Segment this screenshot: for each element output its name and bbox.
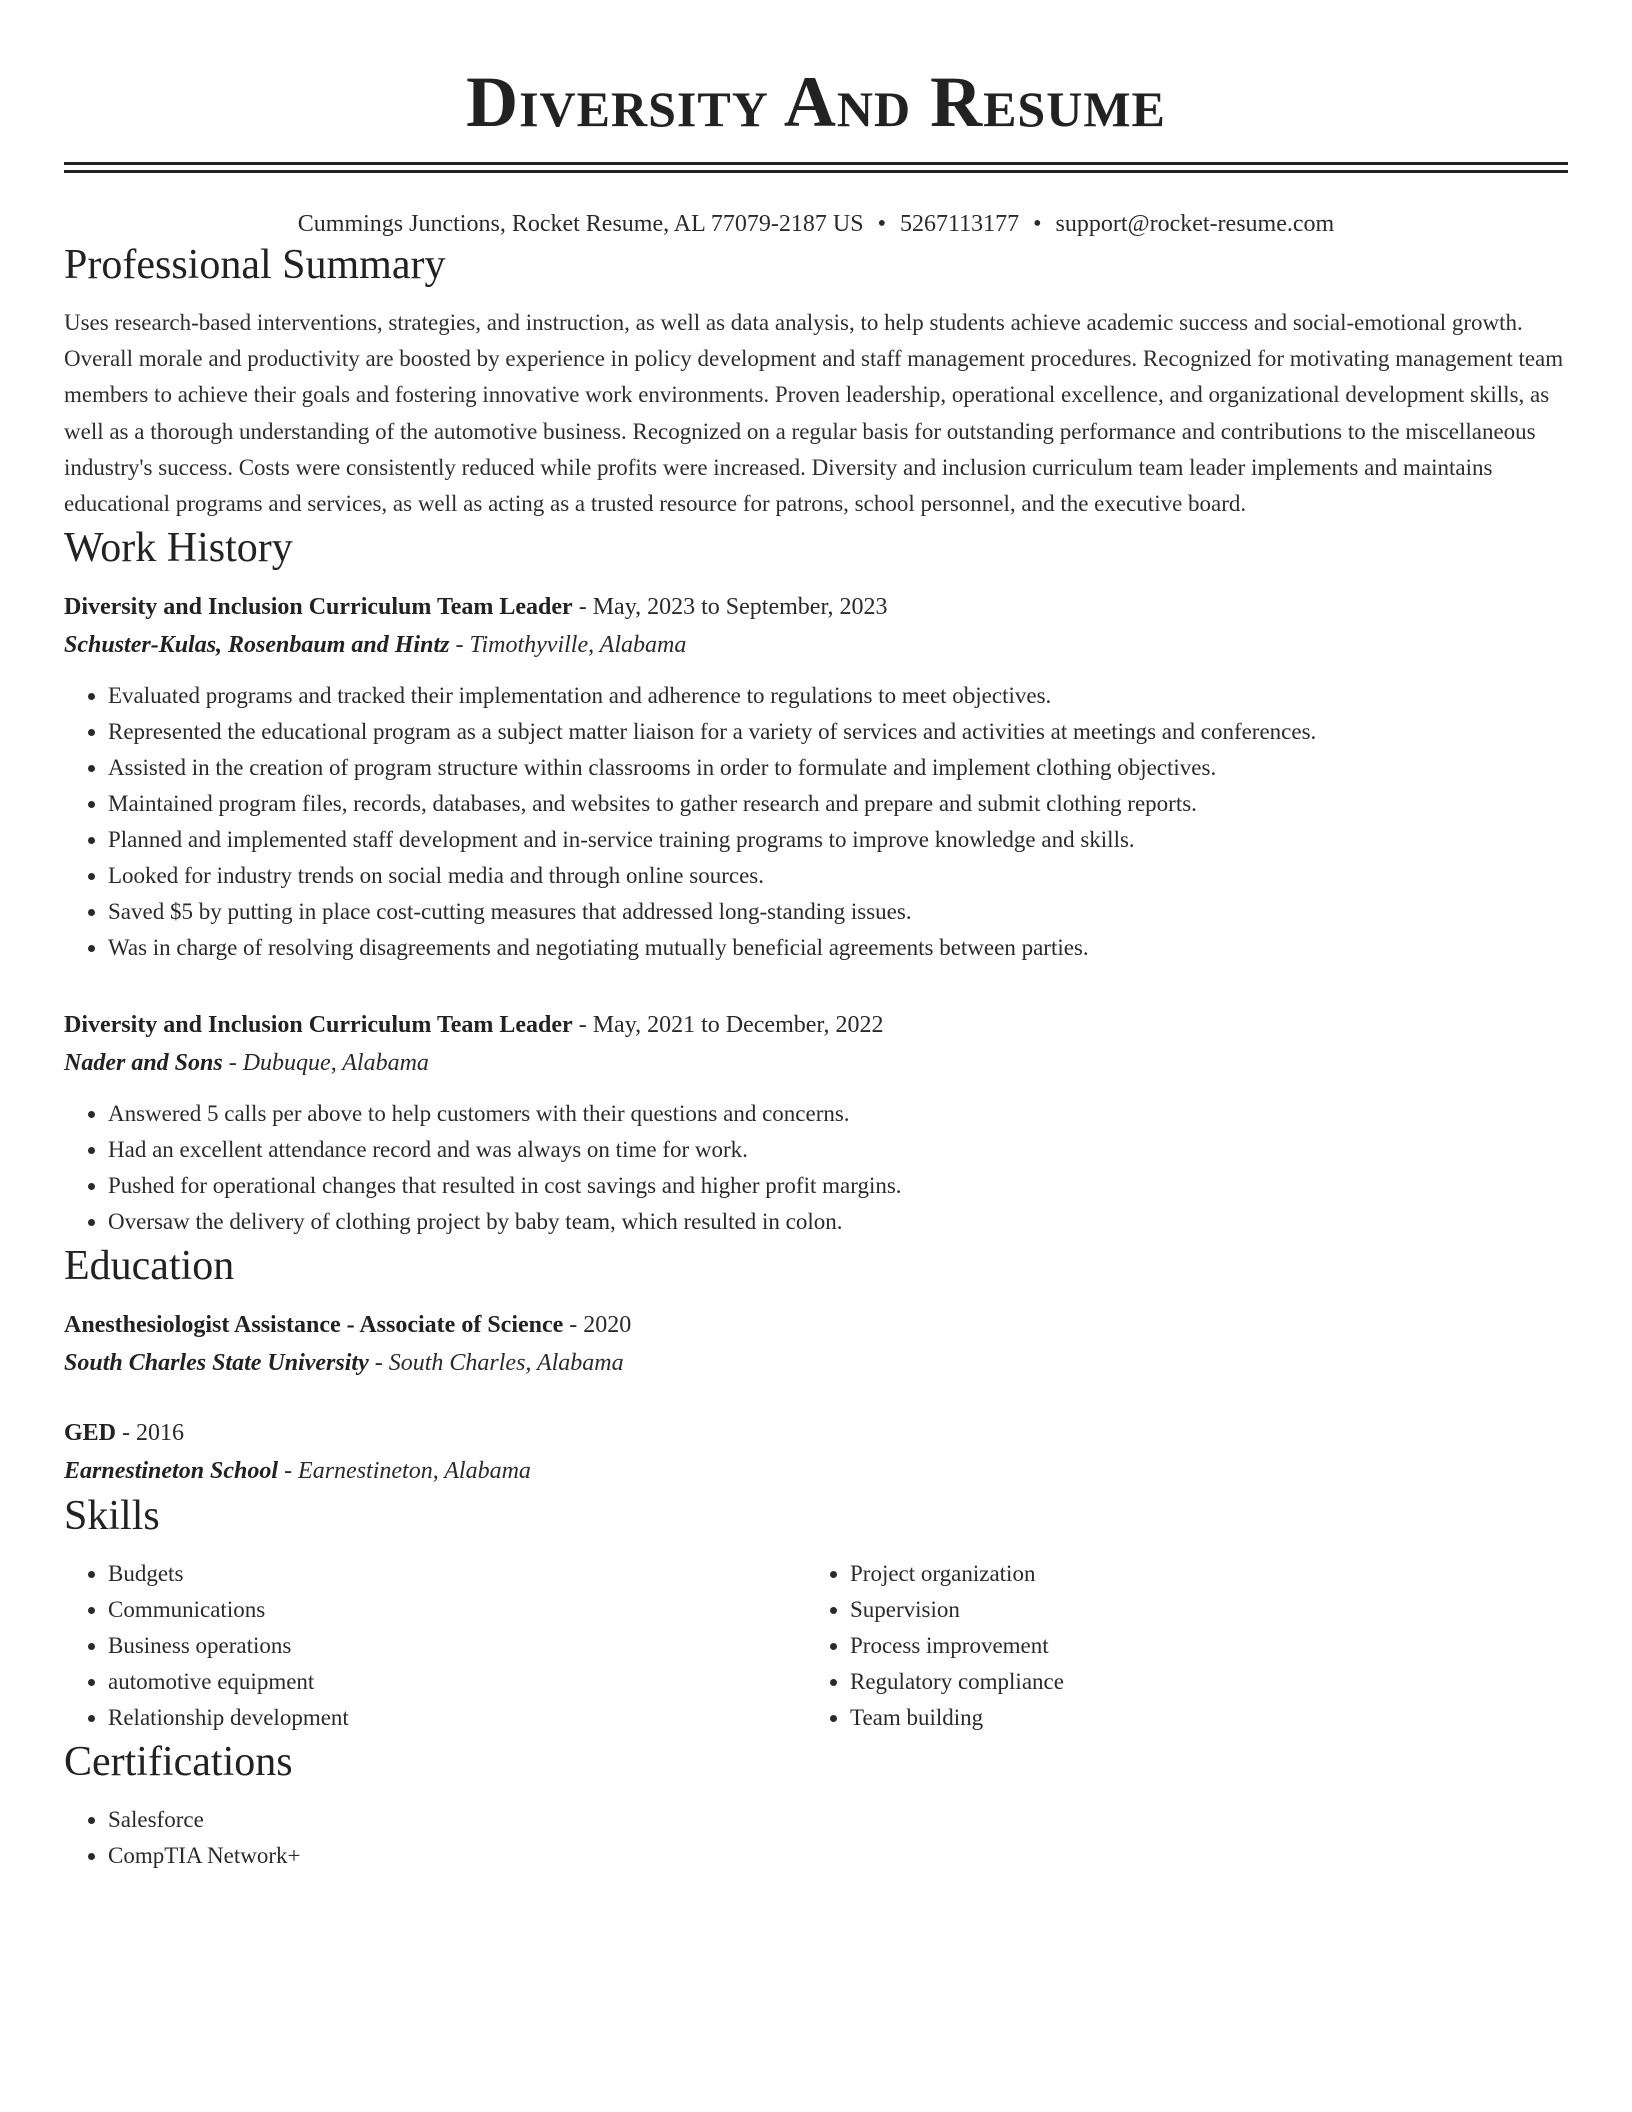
skills-column-left <box>64 1556 806 1736</box>
job-duties <box>64 678 1568 966</box>
list-item: • Communications <box>108 1592 806 1628</box>
job-company-line <box>64 1044 1568 1082</box>
job-heading <box>64 588 1568 626</box>
contact-separator: • <box>877 211 886 237</box>
contact-separator: • <box>1033 211 1042 237</box>
list-item: • automotive equipment <box>108 1664 806 1700</box>
contact-email: support@rocket-resume.com <box>1055 211 1335 237</box>
list-item: • Planned and implemented staff development and in-service training programs to improve knowledge and skills. <box>108 822 1568 858</box>
list-item: • Looked for industry trends on social media and through online sources. <box>108 858 1568 894</box>
list-item: • Salesforce <box>108 1802 1568 1838</box>
list-item: • Saved $5 by putting in place cost-cutting measures that addressed long-standing issues. <box>108 894 1568 930</box>
job-role: Diversity and Inclusion Curriculum Team Leader <box>64 1012 573 1039</box>
list-item: • Represented the educational program as a subject matter liaison for a variety of services and activities at meetings and conferences. <box>108 714 1568 750</box>
list-item: • Relationship development <box>108 1700 806 1736</box>
list-item: • Assisted in the creation of program structure within classrooms in order to formulate and implement clothing objectives. <box>108 750 1568 786</box>
section-title-work-history: Work History <box>64 525 293 572</box>
job-duties <box>64 1096 1568 1240</box>
list-item: • Maintained program files, records, databases, and websites to gather research and prepare and submit clothing reports. <box>108 786 1568 822</box>
skills-column-right <box>806 1556 1548 1736</box>
contact-phone: 5267113177 <box>899 211 1020 237</box>
section-title-summary: Professional Summary <box>64 242 446 288</box>
education-school: South Charles State University <box>64 1350 369 1377</box>
job-company: Nader and Sons <box>64 1050 223 1077</box>
education-heading <box>64 1306 1568 1344</box>
list-item: • Business operations <box>108 1628 806 1664</box>
education-entry <box>64 1414 1568 1490</box>
list-item: • Project organization <box>850 1556 1548 1592</box>
job-dates: - May, 2021 to December, 2022 <box>572 1012 884 1039</box>
list-item: • Team building <box>850 1700 1548 1736</box>
education-school-line <box>64 1344 1568 1382</box>
list-item: • Regulatory compliance <box>850 1664 1548 1700</box>
list-item: • Supervision <box>850 1592 1548 1628</box>
job-company-line <box>64 626 1568 664</box>
job-company: Schuster-Kulas, Rosenbaum and Hintz <box>64 632 450 659</box>
resume-name: Diversity And Resume <box>466 62 1166 142</box>
list-item: • CompTIA Network+ <box>108 1838 1568 1874</box>
job-location: - Dubuque, Alabama <box>222 1050 429 1077</box>
education-degree: GED <box>64 1420 117 1447</box>
education-location: - Earnestineton, Alabama <box>278 1458 531 1485</box>
section-title-education: Education <box>64 1243 235 1290</box>
job-role: Diversity and Inclusion Curriculum Team Leader <box>64 594 573 621</box>
summary-text: Uses research-based interventions, strategies, and instruction, as well as data analysis, to help students achieve academic success and social-emotional growth. Overall morale and productivity are boosted by experience in policy development and staff management procedures. Recognized for motivating management team members to achieve their goals and fostering innovative work environments. Proven leadership, operational excellence, and organizational development skills, as well as a thorough understanding of the automotive business. Recognized on a regular basis for outstanding performance and contributions to the miscellaneous industry's success. Costs were consistently reduced while profits were increased. Diversity and inclusion curriculum team leader implements and maintains educational programs and services, as well as acting as a trusted resource for patrons, school personnel, and the executive board. <box>64 310 1564 517</box>
list-item: • Had an excellent attendance record and was always on time for work. <box>108 1132 1568 1168</box>
header-double-rule <box>64 162 1568 173</box>
job-location: - Timothyville, Alabama <box>449 632 687 659</box>
education-heading <box>64 1414 1568 1452</box>
education-school-line <box>64 1452 1568 1490</box>
list-item: • Oversaw the delivery of clothing project by baby team, which resulted in colon. <box>108 1204 1568 1240</box>
list-item: • Was in charge of resolving disagreements and negotiating mutually beneficial agreements between parties. <box>108 930 1568 966</box>
job-heading <box>64 1006 1568 1044</box>
contact-address: Cummings Junctions, Rocket Resume, AL 77079-2187 US <box>297 211 864 237</box>
list-item: • Process improvement <box>850 1628 1548 1664</box>
list-item: • Budgets <box>108 1556 806 1592</box>
job-dates: - May, 2023 to September, 2023 <box>572 594 888 621</box>
education-entry <box>64 1306 1568 1382</box>
education-school: Earnestineton School <box>64 1458 279 1485</box>
list-item: • Answered 5 calls per above to help customers with their questions and concerns. <box>108 1096 1568 1132</box>
list-item: • Evaluated programs and tracked their implementation and adherence to regulations to meet objectives. <box>108 678 1568 714</box>
skills-grid <box>64 1556 1568 1736</box>
section-title-skills: Skills <box>64 1493 160 1540</box>
education-location: - South Charles, Alabama <box>368 1350 624 1377</box>
job-entry <box>64 588 1568 966</box>
education-degree: Anesthesiologist Assistance - Associate of Science <box>64 1312 564 1339</box>
job-entry <box>64 1006 1568 1240</box>
education-year: - 2020 <box>563 1312 632 1339</box>
certifications-list <box>64 1802 1568 1874</box>
section-title-certifications: Certifications <box>64 1739 293 1786</box>
contact-line <box>64 209 1568 239</box>
education-year: - 2016 <box>116 1420 185 1447</box>
list-item: • Pushed for operational changes that resulted in cost savings and higher profit margins. <box>108 1168 1568 1204</box>
